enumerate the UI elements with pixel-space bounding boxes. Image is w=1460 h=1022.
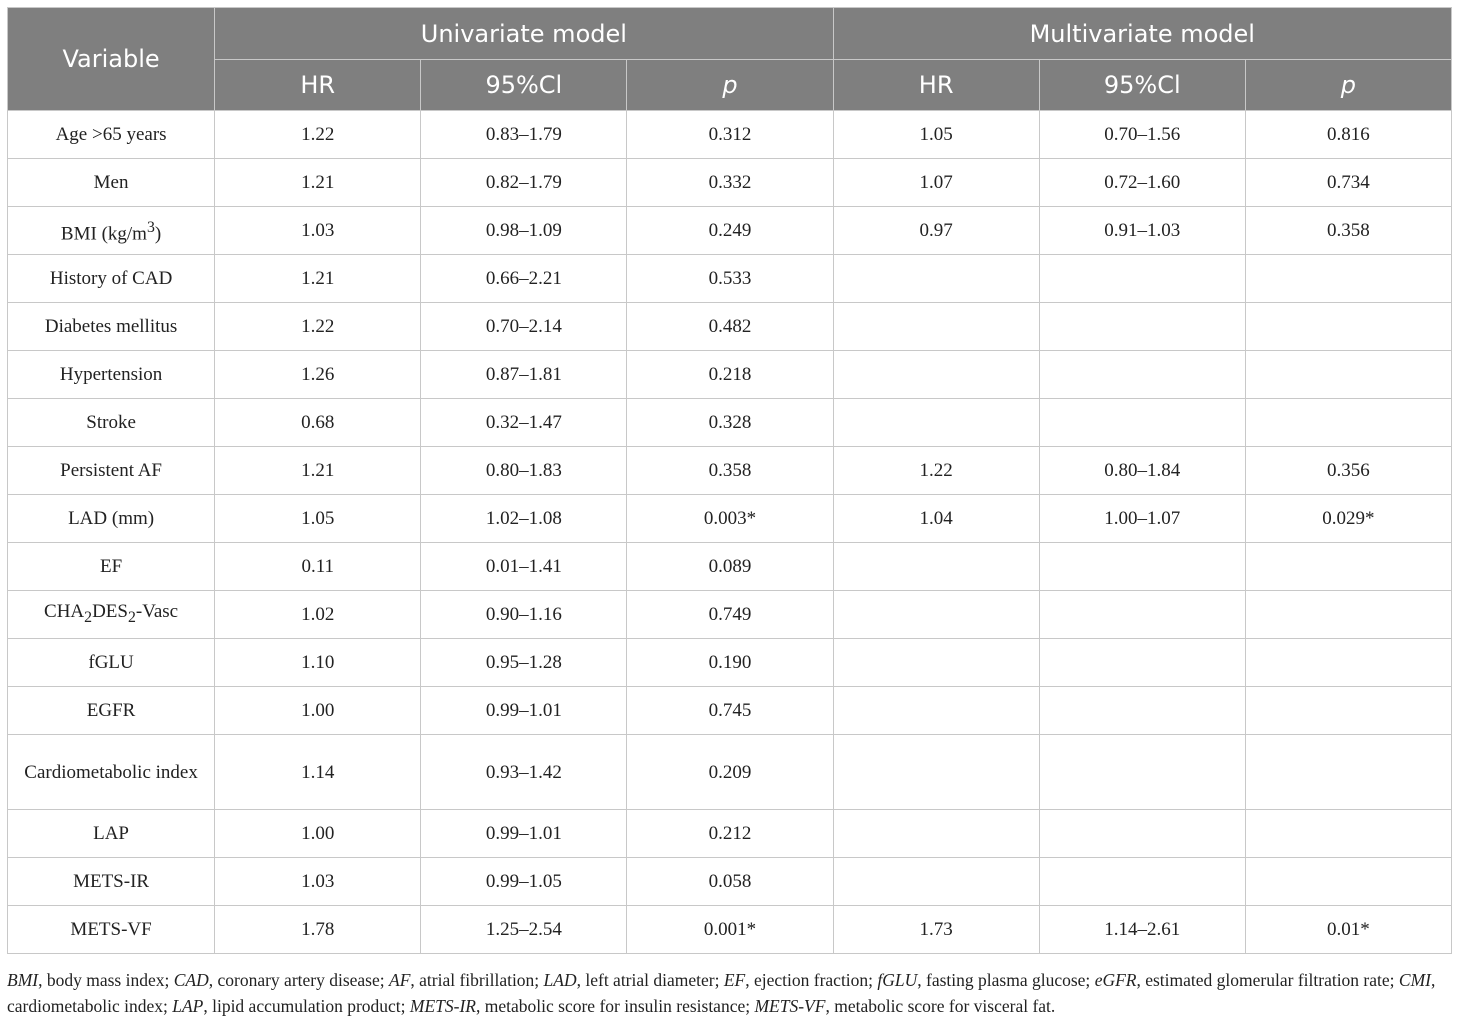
- univariate-hr-cell: 1.21: [215, 255, 421, 303]
- multivariate-p-cell: [1245, 591, 1451, 639]
- univariate-p-cell: 0.749: [627, 591, 833, 639]
- multivariate-hr-cell: 1.73: [833, 906, 1039, 954]
- variable-cell: METS-IR: [8, 858, 215, 906]
- univariate-p-cell: 0.190: [627, 639, 833, 687]
- multivariate-hr-cell: [833, 399, 1039, 447]
- footnote-definition: , fasting plasma glucose;: [917, 970, 1095, 990]
- univariate-ci-cell: 0.66–2.21: [421, 255, 627, 303]
- multivariate-ci-cell: [1039, 639, 1245, 687]
- univariate-p-cell: 0.209: [627, 735, 833, 810]
- univariate-p-cell: 0.332: [627, 159, 833, 207]
- variable-cell: History of CAD: [8, 255, 215, 303]
- multivariate-p-cell: 0.734: [1245, 159, 1451, 207]
- variable-cell: Men: [8, 159, 215, 207]
- variable-text: BMI (kg/m: [60, 223, 147, 245]
- univariate-ci-cell: 0.87–1.81: [421, 351, 627, 399]
- multivariate-p-cell: [1245, 399, 1451, 447]
- variable-cell: fGLU: [8, 639, 215, 687]
- variable-cell: [8, 591, 215, 639]
- multivariate-ci-cell: [1039, 687, 1245, 735]
- table-row: [8, 810, 1452, 858]
- univariate-ci-header: 95%Cl: [421, 60, 627, 111]
- variable-cell: METS-VF: [8, 906, 215, 954]
- univariate-hr-cell: 1.22: [215, 111, 421, 159]
- multivariate-p-cell: 0.816: [1245, 111, 1451, 159]
- univariate-hr-cell: 1.00: [215, 810, 421, 858]
- footnote-definition: , metabolic score for insulin resistance;: [476, 996, 755, 1016]
- multivariate-p-cell: [1245, 255, 1451, 303]
- subscript-text: 2: [127, 608, 136, 626]
- univariate-ci-cell: 0.98–1.09: [421, 207, 627, 255]
- multivariate-hr-cell: [833, 255, 1039, 303]
- univariate-p-cell: 0.218: [627, 351, 833, 399]
- univariate-model-header: Univariate model: [215, 8, 833, 60]
- multivariate-hr-cell: 1.04: [833, 495, 1039, 543]
- multivariate-hr-cell: [833, 687, 1039, 735]
- footnote-definition: , ejection fraction;: [745, 970, 878, 990]
- footnote-definition: , lipid accumulation product;: [203, 996, 410, 1016]
- footnote-abbreviation: CAD: [173, 970, 209, 990]
- table-footnote: [7, 967, 1455, 1019]
- univariate-ci-cell: 1.02–1.08: [421, 495, 627, 543]
- multivariate-ci-cell: [1039, 351, 1245, 399]
- subscript-text: 2: [84, 608, 93, 626]
- multivariate-p-cell: [1245, 858, 1451, 906]
- univariate-ci-cell: 0.93–1.42: [421, 735, 627, 810]
- univariate-ci-cell: 0.01–1.41: [421, 543, 627, 591]
- univariate-hr-cell: 1.05: [215, 495, 421, 543]
- footnote-definition: , cardiometabolic index;: [7, 970, 1436, 1016]
- univariate-hr-cell: 1.00: [215, 687, 421, 735]
- multivariate-ci-cell: 0.72–1.60: [1039, 159, 1245, 207]
- table-row: [8, 111, 1452, 159]
- multivariate-model-header: Multivariate model: [833, 8, 1451, 60]
- univariate-p-cell: 0.482: [627, 303, 833, 351]
- univariate-hr-cell: 1.78: [215, 906, 421, 954]
- multivariate-p-label: p: [1340, 71, 1357, 99]
- univariate-hr-cell: 1.22: [215, 303, 421, 351]
- footnote-definition: , atrial fibrillation;: [410, 970, 544, 990]
- variable-cell: Diabetes mellitus: [8, 303, 215, 351]
- footnote-abbreviation: METS-VF: [754, 996, 826, 1016]
- univariate-ci-cell: 1.25–2.54: [421, 906, 627, 954]
- multivariate-hr-cell: 0.97: [833, 207, 1039, 255]
- multivariate-ci-cell: [1039, 399, 1245, 447]
- univariate-ci-cell: 0.90–1.16: [421, 591, 627, 639]
- footnote-abbreviation: LAD: [543, 970, 577, 990]
- univariate-hr-cell: 1.21: [215, 159, 421, 207]
- variable-text: -Vasc: [135, 601, 179, 623]
- footnote-abbreviation: eGFR: [1094, 970, 1137, 990]
- variable-cell: Hypertension: [8, 351, 215, 399]
- univariate-p-label: p: [722, 71, 738, 99]
- multivariate-hr-cell: [833, 591, 1039, 639]
- multivariate-p-cell: 0.356: [1245, 447, 1451, 495]
- multivariate-p-cell: 0.029*: [1245, 495, 1451, 543]
- multivariate-p-cell: [1245, 639, 1451, 687]
- table-row: [8, 591, 1452, 639]
- univariate-p-cell: 0.089: [627, 543, 833, 591]
- multivariate-ci-cell: 0.91–1.03: [1039, 207, 1245, 255]
- multivariate-ci-cell: [1039, 858, 1245, 906]
- univariate-ci-cell: 0.82–1.79: [421, 159, 627, 207]
- multivariate-hr-cell: [833, 858, 1039, 906]
- footnote-definition: , estimated glomerular filtration rate;: [1136, 970, 1399, 990]
- variable-cell: EGFR: [8, 687, 215, 735]
- table-row: [8, 858, 1452, 906]
- footnote-abbreviation: BMI: [7, 970, 39, 990]
- multivariate-hr-cell: 1.05: [833, 111, 1039, 159]
- footnote-abbreviation: EF: [723, 970, 746, 990]
- variable-text: CHA: [44, 601, 85, 623]
- footnote-abbreviation: fGLU: [877, 970, 918, 990]
- table-header: [8, 8, 1452, 111]
- table-row: [8, 399, 1452, 447]
- univariate-p-cell: 0.328: [627, 399, 833, 447]
- table-row: [8, 447, 1452, 495]
- univariate-hr-cell: 0.68: [215, 399, 421, 447]
- multivariate-p-cell: 0.358: [1245, 207, 1451, 255]
- multivariate-hr-cell: 1.07: [833, 159, 1039, 207]
- univariate-p-cell: 0.249: [627, 207, 833, 255]
- univariate-ci-cell: 0.80–1.83: [421, 447, 627, 495]
- univariate-hr-cell: 0.11: [215, 543, 421, 591]
- multivariate-p-cell: 0.01*: [1245, 906, 1451, 954]
- univariate-ci-cell: 0.95–1.28: [421, 639, 627, 687]
- multivariate-p-cell: [1245, 735, 1451, 810]
- multivariate-ci-cell: 0.70–1.56: [1039, 111, 1245, 159]
- variable-cell: [8, 207, 215, 255]
- table-row: [8, 687, 1452, 735]
- univariate-p-cell: 0.358: [627, 447, 833, 495]
- multivariate-hr-header: HR: [833, 60, 1039, 111]
- univariate-p-cell: 0.533: [627, 255, 833, 303]
- multivariate-p-cell: [1245, 351, 1451, 399]
- univariate-p-header: [627, 60, 833, 111]
- univariate-hr-cell: 1.10: [215, 639, 421, 687]
- variable-cell: Persistent AF: [8, 447, 215, 495]
- multivariate-ci-cell: 1.14–2.61: [1039, 906, 1245, 954]
- multivariate-hr-cell: [833, 810, 1039, 858]
- multivariate-hr-cell: [833, 303, 1039, 351]
- univariate-hr-cell: 1.26: [215, 351, 421, 399]
- univariate-ci-cell: 0.83–1.79: [421, 111, 627, 159]
- multivariate-p-header: [1245, 60, 1451, 111]
- table-row: [8, 159, 1452, 207]
- variable-cell: Stroke: [8, 399, 215, 447]
- multivariate-p-cell: [1245, 687, 1451, 735]
- variable-text: DES: [92, 601, 128, 623]
- univariate-hr-cell: 1.14: [215, 735, 421, 810]
- univariate-hr-cell: 1.03: [215, 858, 421, 906]
- table-row: [8, 906, 1452, 954]
- header-row-columns: [8, 60, 1452, 111]
- multivariate-ci-cell: 1.00–1.07: [1039, 495, 1245, 543]
- table-row: [8, 351, 1452, 399]
- multivariate-p-cell: [1245, 543, 1451, 591]
- univariate-hr-header: HR: [215, 60, 421, 111]
- variable-cell: Age >65 years: [8, 111, 215, 159]
- variable-cell: LAP: [8, 810, 215, 858]
- table-row: [8, 639, 1452, 687]
- table-row: [8, 735, 1452, 810]
- multivariate-hr-cell: 1.22: [833, 447, 1039, 495]
- univariate-ci-cell: 0.99–1.01: [421, 810, 627, 858]
- univariate-p-cell: 0.001*: [627, 906, 833, 954]
- table-row: [8, 495, 1452, 543]
- footnote-abbreviation: METS-IR: [409, 996, 477, 1016]
- footnote-abbreviation: LAP: [172, 996, 204, 1016]
- multivariate-ci-header: 95%Cl: [1039, 60, 1245, 111]
- multivariate-hr-cell: [833, 351, 1039, 399]
- cox-regression-table: [7, 7, 1452, 954]
- univariate-hr-cell: 1.03: [215, 207, 421, 255]
- multivariate-ci-cell: [1039, 303, 1245, 351]
- footnote-abbreviation: AF: [389, 970, 411, 990]
- footnote-definition: , left atrial diameter;: [576, 970, 724, 990]
- univariate-p-cell: 0.745: [627, 687, 833, 735]
- multivariate-p-cell: [1245, 810, 1451, 858]
- table-row: [8, 303, 1452, 351]
- cox-regression-table-container: [7, 7, 1452, 954]
- variable-header: Variable: [8, 8, 215, 111]
- variable-text: ): [154, 223, 162, 245]
- multivariate-ci-cell: [1039, 543, 1245, 591]
- superscript-text: 3: [146, 218, 155, 236]
- table-row: [8, 255, 1452, 303]
- univariate-p-cell: 0.058: [627, 858, 833, 906]
- multivariate-ci-cell: 0.80–1.84: [1039, 447, 1245, 495]
- univariate-ci-cell: 0.70–2.14: [421, 303, 627, 351]
- multivariate-hr-cell: [833, 639, 1039, 687]
- header-row-groups: [8, 8, 1452, 60]
- variable-cell: Cardiometabolic index: [8, 735, 215, 810]
- univariate-hr-cell: 1.21: [215, 447, 421, 495]
- table-body: [8, 111, 1452, 954]
- multivariate-ci-cell: [1039, 255, 1245, 303]
- multivariate-p-cell: [1245, 303, 1451, 351]
- footnote-abbreviation: CMI: [1398, 970, 1431, 990]
- multivariate-ci-cell: [1039, 810, 1245, 858]
- variable-cell: LAD (mm): [8, 495, 215, 543]
- footnote-definition: , metabolic score for visceral fat.: [825, 996, 1056, 1016]
- table-row: [8, 543, 1452, 591]
- footnote-definition: , coronary artery disease;: [208, 970, 389, 990]
- multivariate-hr-cell: [833, 735, 1039, 810]
- univariate-hr-cell: 1.02: [215, 591, 421, 639]
- univariate-p-cell: 0.312: [627, 111, 833, 159]
- univariate-ci-cell: 0.99–1.01: [421, 687, 627, 735]
- univariate-p-cell: 0.212: [627, 810, 833, 858]
- univariate-ci-cell: 0.32–1.47: [421, 399, 627, 447]
- variable-cell: EF: [8, 543, 215, 591]
- footnote-definition: , body mass index;: [38, 970, 174, 990]
- multivariate-hr-cell: [833, 543, 1039, 591]
- univariate-p-cell: 0.003*: [627, 495, 833, 543]
- univariate-ci-cell: 0.99–1.05: [421, 858, 627, 906]
- multivariate-ci-cell: [1039, 591, 1245, 639]
- table-row: [8, 207, 1452, 255]
- multivariate-ci-cell: [1039, 735, 1245, 810]
